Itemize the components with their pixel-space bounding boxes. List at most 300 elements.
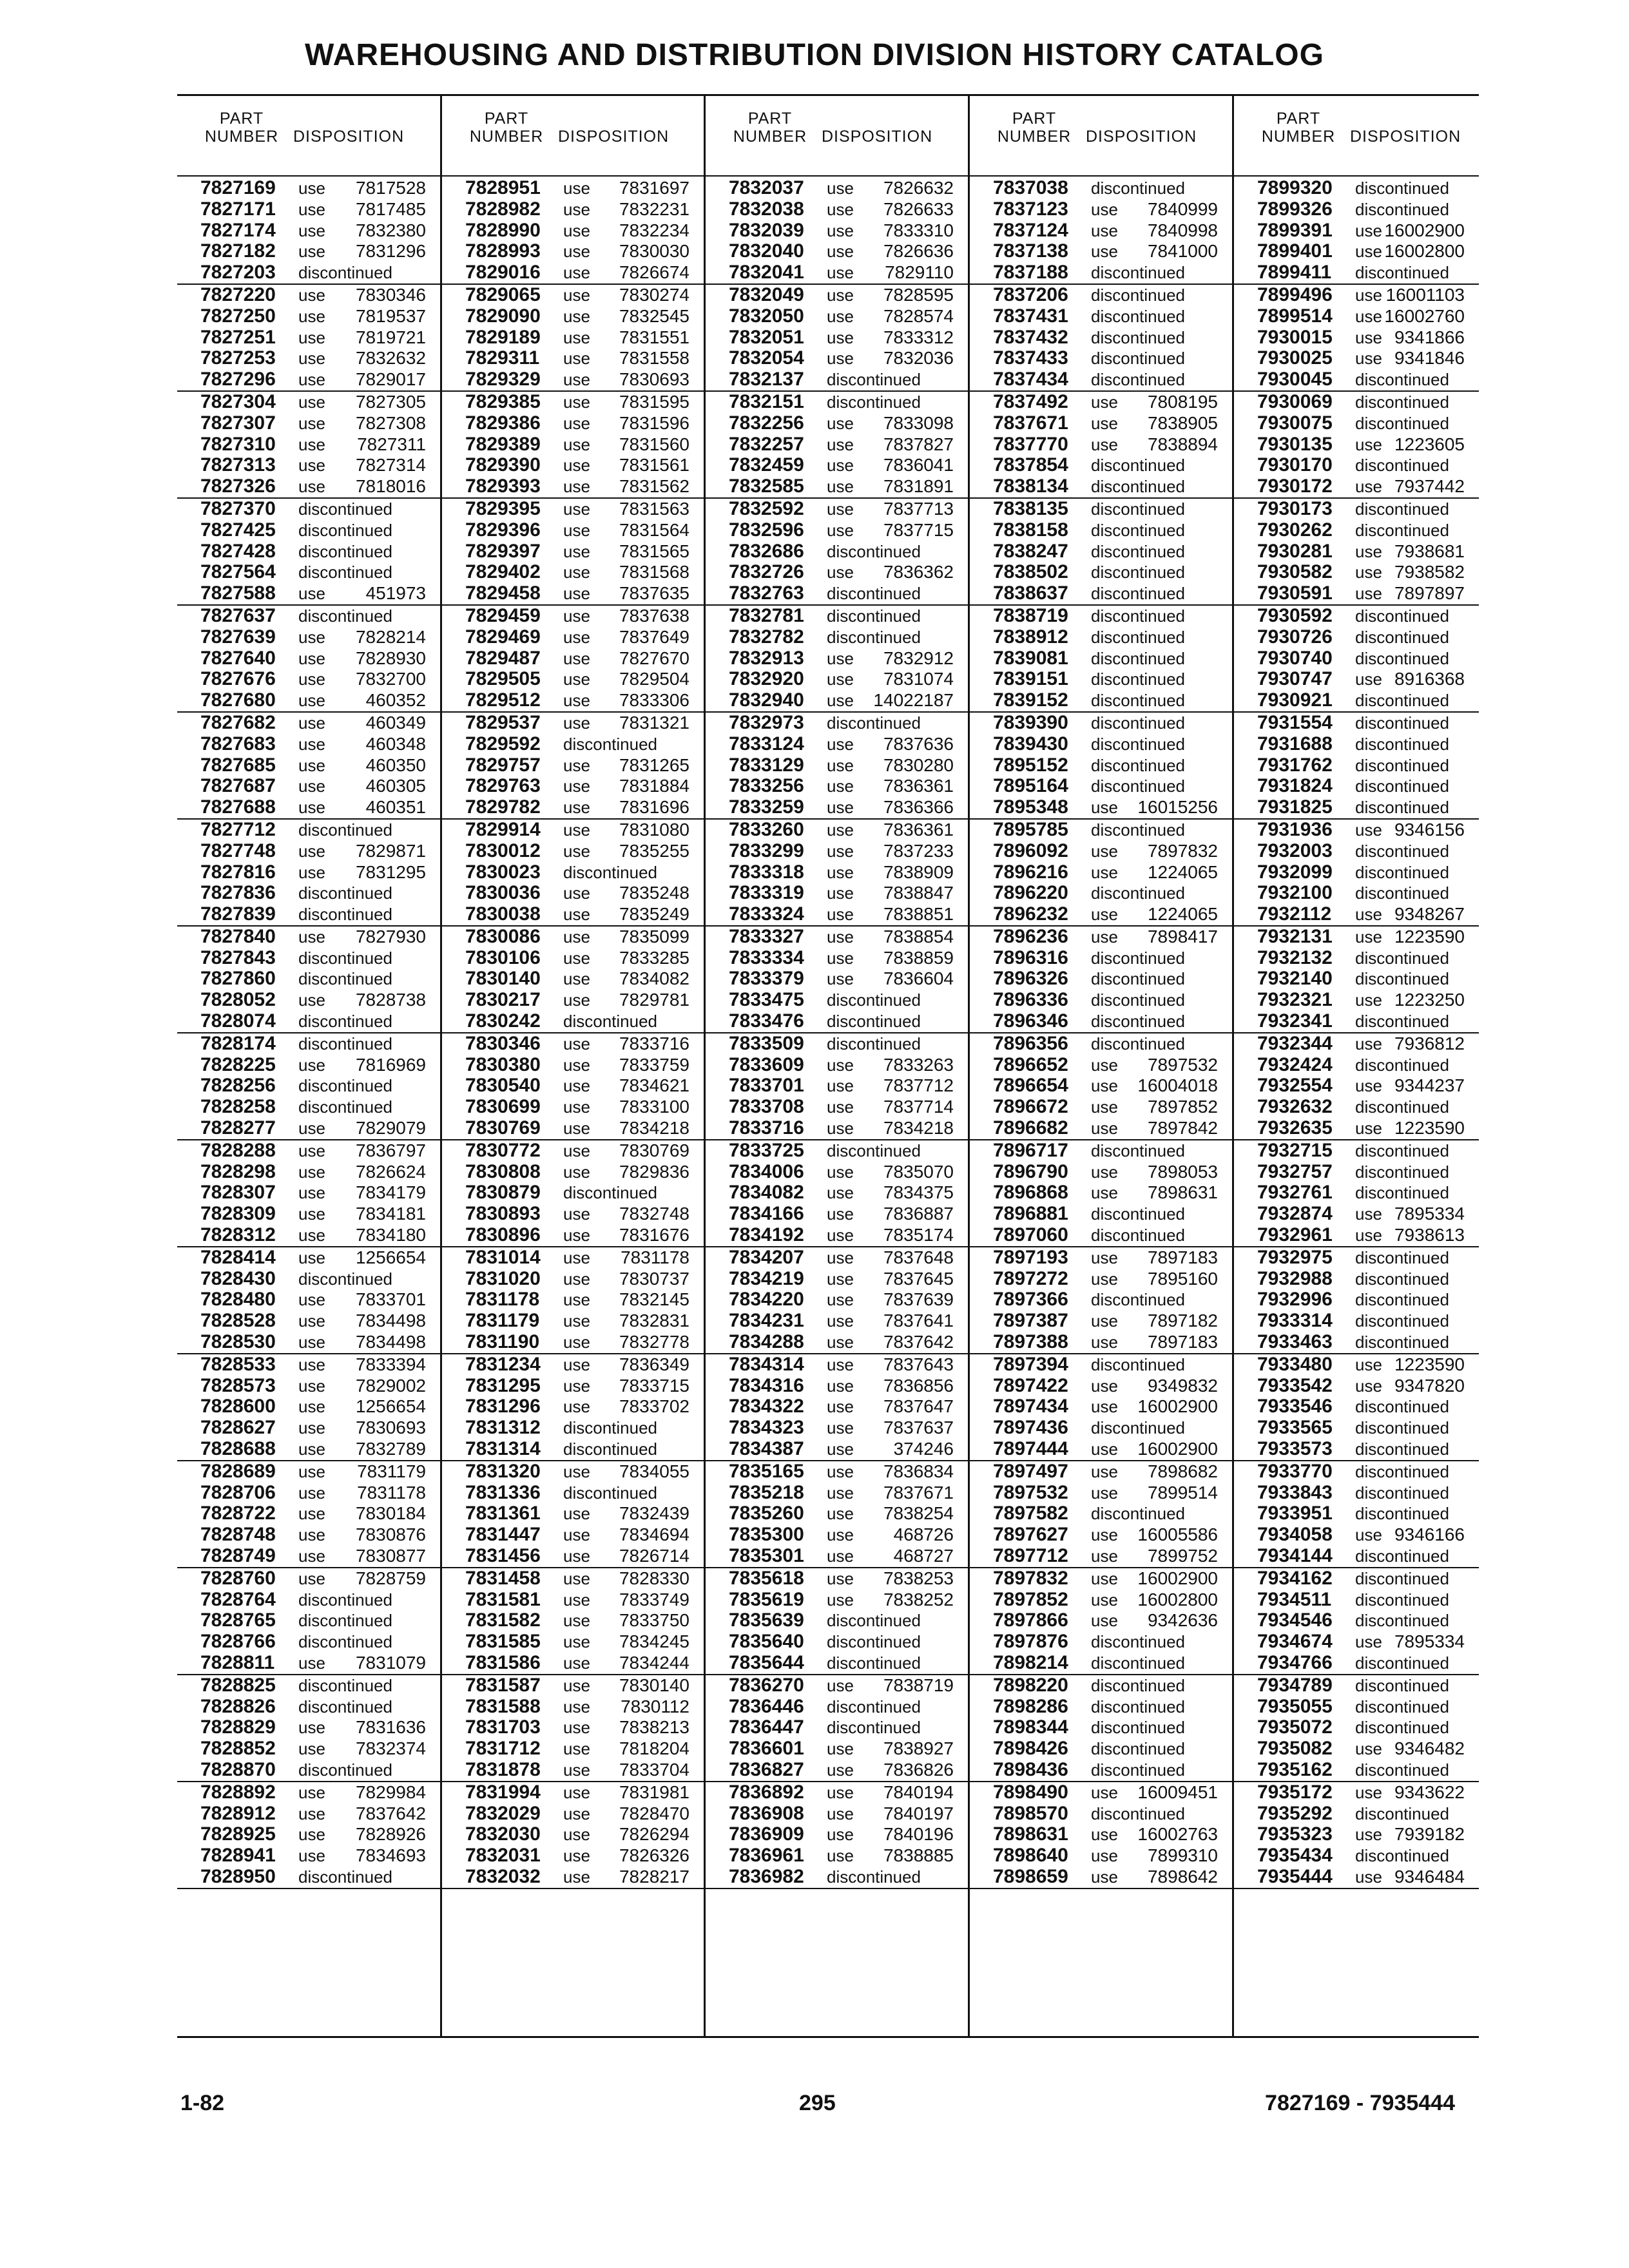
table-row [442, 1503, 704, 1524]
disposition-action: discontinued [1355, 1439, 1449, 1459]
replacement-part-number: 7832036 [883, 348, 954, 369]
disposition-action: discontinued [1355, 1162, 1449, 1182]
replacement-part-number: 16002900 [1137, 1396, 1218, 1417]
part-number: 7828312 [200, 1224, 276, 1246]
replacement-part-number: 7833306 [619, 690, 689, 711]
disposition-action: discontinued [1355, 798, 1449, 818]
replacement-part-number: 7832778 [619, 1332, 689, 1352]
part-number: 7834207 [729, 1246, 804, 1268]
replacement-part-number: 9343622 [1394, 1782, 1465, 1802]
part-number: 7827182 [200, 240, 276, 262]
disposition-action: use [563, 1653, 590, 1673]
table-row [1234, 1182, 1479, 1204]
table-row [970, 734, 1232, 755]
replacement-part-number: 1223250 [1394, 990, 1465, 1010]
part-number: 7832029 [465, 1802, 541, 1824]
replacement-part-number: 9346166 [1394, 1524, 1465, 1545]
replacement-part-number: 7832439 [619, 1503, 689, 1524]
part-number: 7932341 [1257, 1010, 1333, 1032]
part-number: 7837434 [993, 369, 1068, 390]
disposition-action: use [298, 456, 325, 476]
disposition-action: use [1091, 1183, 1118, 1203]
disposition-action: use [1355, 927, 1382, 947]
part-number: 7897434 [993, 1396, 1068, 1418]
disposition-action: use [1355, 1782, 1382, 1802]
part-number: 7828990 [465, 219, 541, 241]
part-number: 7839152 [993, 689, 1068, 711]
table-row [177, 583, 440, 606]
disposition-action: discontinued [1355, 713, 1449, 733]
part-number: 7837431 [993, 305, 1068, 327]
table-row [442, 369, 704, 392]
disposition-action: use [827, 178, 854, 198]
disposition-action: use [1355, 242, 1382, 262]
disposition-action: use [563, 327, 590, 347]
disposition-action: use [298, 584, 325, 604]
replacement-part-number: 16009451 [1137, 1782, 1218, 1802]
table-row [177, 1247, 440, 1269]
replacement-part-number: 7836362 [883, 562, 954, 582]
disposition-action: use [298, 220, 325, 240]
replacement-part-number: 9346482 [1394, 1738, 1465, 1759]
disposition-action: discontinued [1091, 713, 1185, 733]
table-row [706, 220, 968, 242]
disposition-action: use [563, 242, 590, 262]
table-row [177, 904, 440, 927]
table-row [1234, 948, 1479, 969]
table-row [706, 1118, 968, 1140]
table-row [442, 562, 704, 583]
replacement-part-number: 7836361 [883, 819, 954, 840]
part-number: 7896326 [993, 968, 1068, 990]
disposition-action: use [563, 820, 590, 840]
table-row [1234, 1760, 1479, 1782]
disposition-action: use [563, 1846, 590, 1866]
replacement-part-number: 7831564 [619, 519, 689, 540]
replacement-part-number: 7836856 [883, 1375, 954, 1396]
disposition-action: use [1091, 1825, 1118, 1845]
part-number: 7829402 [465, 561, 541, 583]
part-number: 7930582 [1257, 561, 1333, 583]
replacement-part-number: 7828930 [355, 648, 426, 668]
table-row [442, 883, 704, 904]
part-number: 7835218 [729, 1481, 804, 1503]
part-number: 7833259 [729, 796, 804, 818]
replacement-part-number: 7895334 [1394, 1631, 1465, 1652]
table-row [177, 1738, 440, 1760]
disposition-action: use [298, 1225, 325, 1245]
part-number: 7829389 [465, 433, 541, 455]
disposition-action: use [563, 1696, 590, 1716]
replacement-part-number: 9346484 [1394, 1866, 1465, 1887]
replacement-part-number: 7831080 [619, 819, 689, 840]
disposition-action: use [1091, 1162, 1118, 1182]
disposition-action: use [563, 1632, 590, 1652]
part-number: 7831587 [465, 1674, 541, 1696]
part-number: 7931825 [1257, 796, 1333, 818]
table-row [706, 476, 968, 499]
table-row [177, 1610, 440, 1631]
part-number: 7934058 [1257, 1524, 1333, 1546]
part-number: 7897582 [993, 1503, 1068, 1524]
table-row [1234, 1418, 1479, 1439]
table-row [706, 1610, 968, 1631]
replacement-part-number: 7834498 [355, 1311, 426, 1331]
disposition-action: discontinued [1091, 370, 1185, 390]
part-number: 7833609 [729, 1053, 804, 1075]
table-row [442, 455, 704, 476]
table-row [177, 1354, 440, 1376]
disposition-action: use [1091, 1397, 1118, 1417]
replacement-part-number: 7897532 [1147, 1054, 1218, 1075]
replacement-part-number: 460305 [365, 776, 426, 796]
footer-part-range: 7827169 - 7935444 [1265, 2091, 1455, 2115]
replacement-part-number: 460352 [365, 690, 426, 711]
table-row [706, 541, 968, 562]
disposition-action: use [563, 499, 590, 519]
table-row [706, 562, 968, 583]
part-number: 7827564 [200, 561, 276, 583]
table-row [1234, 1696, 1479, 1718]
part-number: 7930591 [1257, 582, 1333, 604]
disposition-action: use [298, 1183, 325, 1203]
part-number: 7834387 [729, 1438, 804, 1460]
replacement-part-number: 7833100 [619, 1097, 689, 1117]
disposition-action: use [827, 1097, 854, 1117]
disposition-action: discontinued [1355, 1269, 1449, 1289]
disposition-action: use [827, 1803, 854, 1823]
part-number: 7933573 [1257, 1438, 1333, 1460]
table-row [970, 1524, 1232, 1546]
disposition-action: use [563, 520, 590, 540]
replacement-part-number: 7937442 [1394, 476, 1465, 497]
part-number: 7934144 [1257, 1545, 1333, 1566]
disposition-action: use [563, 1739, 590, 1759]
part-number: 7899320 [1257, 177, 1333, 198]
table-row [970, 669, 1232, 690]
replacement-part-number: 7826714 [619, 1546, 689, 1566]
replacement-part-number: 7827670 [619, 648, 689, 668]
table-row [970, 1332, 1232, 1354]
part-number: 7827169 [200, 177, 276, 198]
table-row [706, 606, 968, 627]
disposition-action: use [298, 927, 325, 947]
replacement-part-number: 7831295 [355, 861, 426, 882]
table-row [706, 1376, 968, 1397]
disposition-action: discontinued [1091, 562, 1185, 582]
disposition-action: use [298, 1739, 325, 1759]
part-number: 7828480 [200, 1289, 276, 1311]
table-row [970, 327, 1232, 349]
table-row [442, 520, 704, 541]
disposition-action: use [827, 1590, 854, 1610]
table-row [706, 776, 968, 797]
table-row [442, 1225, 704, 1247]
part-number: 7832050 [729, 305, 804, 327]
disposition-action: use [1091, 1332, 1118, 1352]
table-row [706, 1782, 968, 1803]
table-row [706, 627, 968, 648]
header-disposition: DISPOSITION [822, 128, 933, 146]
part-number: 7896216 [993, 861, 1068, 883]
table-row [1234, 1738, 1479, 1760]
replacement-part-number: 7835249 [619, 904, 689, 925]
table-row [1234, 1503, 1479, 1524]
table-row [1234, 690, 1479, 713]
disposition-action: discontinued [298, 883, 392, 903]
part-number: 7828530 [200, 1331, 276, 1353]
part-number: 7833299 [729, 840, 804, 861]
table-row [1234, 862, 1479, 883]
disposition-action: use [827, 734, 854, 754]
table-row [706, 1332, 968, 1354]
replacement-part-number: 7833310 [883, 220, 954, 240]
part-number: 7932988 [1257, 1267, 1333, 1289]
part-number: 7831878 [465, 1758, 541, 1780]
table-row [442, 1396, 704, 1418]
table-row [177, 1439, 440, 1461]
part-number: 7930045 [1257, 369, 1333, 390]
part-number: 7832051 [729, 326, 804, 348]
disposition-action: use [1091, 1546, 1118, 1566]
disposition-action: use [563, 562, 590, 582]
disposition-action: use [298, 1055, 325, 1075]
part-number: 7831178 [465, 1289, 540, 1311]
disposition-action: use [298, 477, 325, 497]
table-row [1234, 1631, 1479, 1653]
replacement-part-number: 7830112 [621, 1696, 689, 1716]
table-row [442, 776, 704, 797]
table-row [177, 1376, 440, 1397]
table-row [177, 1568, 440, 1590]
disposition-action: use [827, 905, 854, 925]
part-number: 7838637 [993, 582, 1068, 604]
replacement-part-number: 7835248 [619, 883, 689, 903]
replacement-part-number: 7835070 [883, 1161, 954, 1182]
table-row [970, 820, 1232, 841]
disposition-action: discontinued [298, 1269, 392, 1289]
table-row [1234, 541, 1479, 562]
disposition-action: discontinued [1355, 1760, 1449, 1780]
replacement-part-number: 7830184 [355, 1503, 426, 1524]
disposition-action: use [298, 734, 325, 754]
top-rule [177, 94, 1479, 96]
table-row [1234, 583, 1479, 606]
part-number: 7827171 [200, 198, 276, 220]
table-row [1234, 1011, 1479, 1033]
disposition-action: use [827, 520, 854, 540]
table-row [706, 1738, 968, 1760]
part-number: 7835644 [729, 1651, 804, 1673]
disposition-action: use [1091, 1782, 1118, 1802]
table-row [1234, 1439, 1479, 1461]
table-row [706, 1439, 968, 1461]
part-number: 7896881 [993, 1203, 1068, 1225]
disposition-action: discontinued [298, 820, 392, 840]
part-number: 7827326 [200, 476, 276, 497]
disposition-action: discontinued [1091, 776, 1185, 796]
disposition-action: use [1355, 1867, 1382, 1887]
replacement-part-number: 7834082 [619, 968, 689, 989]
part-number: 7828925 [200, 1823, 276, 1845]
part-number: 7829763 [465, 775, 541, 797]
part-number: 7837188 [993, 262, 1068, 284]
replacement-part-number: 7833098 [883, 412, 954, 433]
table-row [177, 1461, 440, 1483]
disposition-action: use [563, 606, 590, 626]
part-number: 7933314 [1257, 1310, 1333, 1332]
table-row [706, 1055, 968, 1076]
part-number: 7832031 [465, 1845, 541, 1867]
disposition-action: discontinued [1355, 606, 1449, 626]
part-number: 7830380 [465, 1053, 541, 1075]
replacement-part-number: 7897183 [1147, 1247, 1218, 1267]
part-number: 7832973 [729, 711, 804, 733]
table-row [1234, 1610, 1479, 1631]
disposition-action: use [827, 927, 854, 947]
replacement-part-number: 7829984 [355, 1782, 426, 1802]
header-part-number: PART NUMBER [204, 110, 279, 146]
table-row [970, 1269, 1232, 1290]
table-row [177, 562, 440, 583]
disposition-action: discontinued [298, 1076, 392, 1096]
table-row [442, 499, 704, 520]
table-row [970, 1738, 1232, 1760]
table-row [1234, 627, 1479, 648]
table-row [442, 1524, 704, 1546]
table-row [177, 713, 440, 734]
disposition-action: use [563, 306, 590, 326]
part-number: 7896654 [993, 1075, 1068, 1097]
replacement-part-number: 7828738 [355, 990, 426, 1010]
table-row [706, 392, 968, 413]
table-row [1234, 1097, 1479, 1118]
disposition-action: discontinued [1355, 520, 1449, 540]
replacement-part-number: 7895160 [1147, 1268, 1218, 1289]
replacement-part-number: 7830274 [619, 284, 689, 305]
part-number: 7828760 [200, 1567, 276, 1589]
part-number: 7930025 [1257, 347, 1333, 369]
disposition-action: discontinued [1091, 648, 1185, 668]
part-number: 7832049 [729, 284, 804, 305]
disposition-action: use [827, 841, 854, 861]
disposition-action: use [827, 306, 854, 326]
disposition-action: use [563, 1311, 590, 1331]
disposition-action: use [827, 1376, 854, 1396]
disposition-action: use [298, 627, 325, 647]
replacement-part-number: 7827308 [355, 412, 426, 433]
disposition-action: discontinued [1355, 1140, 1449, 1160]
replacement-part-number: 1256654 [355, 1396, 426, 1417]
disposition-action: use [1355, 1525, 1382, 1545]
table-row [442, 1590, 704, 1611]
part-number: 7830140 [465, 968, 541, 990]
part-number: 7933463 [1257, 1331, 1333, 1353]
part-number: 7935444 [1257, 1865, 1333, 1887]
part-number: 7832940 [729, 689, 804, 711]
table-row [442, 1631, 704, 1653]
disposition-action: use [563, 883, 590, 903]
replacement-part-number: 7837713 [883, 498, 954, 519]
replacement-part-number: 7830769 [619, 1140, 689, 1160]
part-number: 7828870 [200, 1758, 276, 1780]
replacement-part-number: 7898631 [1147, 1182, 1218, 1203]
replacement-part-number: 7836826 [883, 1759, 954, 1780]
disposition-action: use [827, 648, 854, 668]
disposition-action: use [563, 1397, 590, 1417]
disposition-action: discontinued [1091, 327, 1185, 347]
replacement-part-number: 7833716 [619, 1033, 689, 1053]
replacement-part-number: 468727 [893, 1546, 954, 1566]
table-row [1234, 199, 1479, 220]
replacement-part-number: 7833312 [883, 327, 954, 347]
replacement-part-number: 7840998 [1147, 220, 1218, 240]
table-row [1234, 1075, 1479, 1097]
table-row [970, 627, 1232, 648]
disposition-action: use [298, 1525, 325, 1545]
table-row [1234, 1332, 1479, 1354]
part-number: 7932632 [1257, 1096, 1333, 1118]
disposition-action: discontinued [1091, 1675, 1185, 1695]
part-number: 7897387 [993, 1310, 1068, 1332]
table-row [970, 1418, 1232, 1439]
catalog-column [442, 97, 704, 2036]
table-row [1234, 1483, 1479, 1504]
header-disposition: DISPOSITION [558, 128, 670, 146]
part-number: 7830896 [465, 1224, 541, 1246]
disposition-action: discontinued [1091, 1140, 1185, 1160]
disposition-action: use [827, 969, 854, 989]
bottom-rule [177, 2036, 1479, 2038]
replacement-part-number: 7832231 [619, 198, 689, 219]
disposition-action: use [1091, 242, 1118, 262]
replacement-part-number: 7828574 [883, 305, 954, 326]
table-row [1234, 1803, 1479, 1825]
table-row [442, 1653, 704, 1675]
part-number: 7827680 [200, 689, 276, 711]
part-number: 7832585 [729, 476, 804, 497]
column-header [970, 97, 1232, 173]
part-number: 7932112 [1257, 903, 1332, 925]
disposition-action: use [1091, 1461, 1118, 1481]
part-number: 7930726 [1257, 626, 1333, 648]
part-number: 7834166 [729, 1203, 804, 1225]
table-row [970, 1461, 1232, 1483]
part-number: 7897852 [993, 1588, 1068, 1610]
disposition-action: discontinued [298, 541, 392, 561]
part-number: 7827860 [200, 968, 276, 990]
table-row [442, 690, 704, 713]
replacement-part-number: 16002800 [1384, 241, 1465, 262]
disposition-action: discontinued [827, 1653, 921, 1673]
disposition-action: use [1355, 349, 1382, 369]
replacement-part-number: 7834181 [355, 1204, 426, 1224]
disposition-action: use [298, 755, 325, 775]
part-number: 7934162 [1257, 1567, 1333, 1589]
table-row [177, 690, 440, 713]
table-row [442, 413, 704, 434]
table-row [177, 1396, 440, 1418]
part-number: 7897866 [993, 1610, 1068, 1631]
part-number: 7829458 [465, 582, 541, 604]
replacement-part-number: 7897897 [1394, 583, 1465, 604]
disposition-action: use [1091, 1568, 1118, 1588]
table-row [1234, 1162, 1479, 1183]
part-number: 7829065 [465, 284, 541, 305]
table-row [970, 434, 1232, 456]
replacement-part-number: 7838253 [883, 1568, 954, 1588]
table-row [706, 1653, 968, 1675]
